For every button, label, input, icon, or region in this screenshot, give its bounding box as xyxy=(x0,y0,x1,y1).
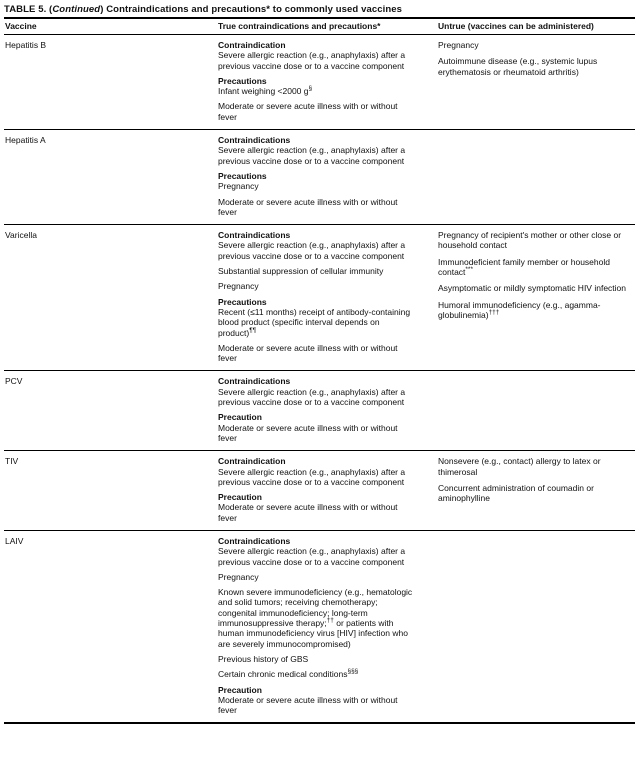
table-row xyxy=(4,35,635,130)
true-contraindications-cell xyxy=(217,40,437,127)
contraindication-block xyxy=(218,101,414,122)
footnote-marker: †† xyxy=(326,617,334,625)
block-text: Known severe immunodeficiency (e.g., hematologic and solid tumors; receiving chemotherapy; congenital immunodeficiency; long-term immunosuppressive therapy;†† or patients with human immunodeficiency virus [HIV] infection who are severely immunocompromised) xyxy=(218,587,413,649)
contraindication-block xyxy=(218,536,414,567)
footnote-marker: §§§ xyxy=(347,668,359,676)
contraindication-block xyxy=(218,230,414,261)
vaccine-name: LAIV xyxy=(5,535,24,546)
contraindication-block xyxy=(218,456,414,487)
block-heading: Contraindication xyxy=(218,456,286,467)
untrue-item: Pregnancy of recipient's mother or other close or household contact xyxy=(438,230,622,251)
untrue-item: Immunodeficient family member or household contact*** xyxy=(438,256,610,278)
vaccine-name-cell xyxy=(4,40,217,127)
block-heading: Contraindications xyxy=(218,535,291,546)
vaccine-name-cell xyxy=(4,376,217,448)
vaccine-table xyxy=(4,17,635,724)
contraindication-block xyxy=(218,297,414,338)
column-header-vaccine: Vaccine xyxy=(5,21,37,31)
true-contraindications-cell xyxy=(217,376,437,448)
footnote-marker: ¶¶ xyxy=(249,326,257,334)
footnote-marker: § xyxy=(308,85,313,93)
block-heading: Contraindication xyxy=(218,40,286,50)
block-heading: Precaution xyxy=(218,492,262,503)
contraindication-block xyxy=(218,171,414,192)
untrue-conditions-cell xyxy=(437,135,635,222)
block-text: Certain chronic medical conditions§§§ xyxy=(218,668,359,680)
block-heading: Precaution xyxy=(218,412,262,423)
vaccine-name-cell xyxy=(4,536,217,720)
block-text: Severe allergic reaction (e.g., anaphylaxis) after a previous vaccine dose or to a vaccine component xyxy=(218,240,406,261)
untrue-item: Humoral immunodeficiency (e.g., agamma-globulinemia)††† xyxy=(438,299,601,320)
table-body xyxy=(4,35,635,722)
contraindication-block xyxy=(218,587,414,649)
block-text: Pregnancy xyxy=(218,181,259,192)
block-text: Severe allergic reaction (e.g., anaphylaxis) after a previous vaccine dose or to a vaccine component xyxy=(218,145,406,166)
table-title-prefix: TABLE 5. ( xyxy=(4,4,53,15)
block-heading: Precautions xyxy=(218,170,267,181)
block-text: Moderate or severe acute illness with or without fever xyxy=(218,101,398,122)
table-title-suffix: ) Contraindications and precautions* to commonly used vaccines xyxy=(100,4,403,15)
contraindication-block xyxy=(218,76,414,97)
block-text: Infant weighing <2000 g§ xyxy=(218,85,313,97)
contraindication-block xyxy=(218,685,414,716)
vaccine-name-cell xyxy=(4,230,217,368)
contraindication-block xyxy=(218,669,414,679)
true-contraindications-cell xyxy=(217,456,437,528)
block-text: Severe allergic reaction (e.g., anaphylaxis) after a previous vaccine dose or to a vaccine component xyxy=(218,50,406,71)
block-heading: Precautions xyxy=(218,75,267,86)
contraindication-block xyxy=(218,266,414,276)
contraindication-block xyxy=(218,40,414,71)
block-text: Moderate or severe acute illness with or without fever xyxy=(218,694,398,716)
contraindication-block xyxy=(218,197,414,218)
block-text: Severe allergic reaction (e.g., anaphylaxis) after a previous vaccine dose or to a vaccine component xyxy=(218,386,406,408)
table-row xyxy=(4,130,635,225)
vaccine-name: Varicella xyxy=(5,230,37,241)
untrue-item: Autoimmune disease (e.g., systemic lupus erythematosis or rheumatoid arthritis) xyxy=(438,56,598,77)
block-heading: Contraindications xyxy=(218,135,291,146)
contraindication-block xyxy=(218,492,414,523)
true-contraindications-cell xyxy=(217,230,437,368)
untrue-conditions-cell xyxy=(437,536,635,720)
untrue-item: Concurrent administration of coumadin or aminophylline xyxy=(438,482,594,504)
block-text: Moderate or severe acute illness with or without fever xyxy=(218,196,398,217)
contraindication-block xyxy=(218,572,414,582)
block-text: Previous history of GBS xyxy=(218,653,309,664)
block-heading: Contraindications xyxy=(218,376,291,387)
vaccine-name-cell xyxy=(4,135,217,222)
table-title xyxy=(4,3,635,17)
block-heading: Precautions xyxy=(218,296,267,307)
vaccine-name: TIV xyxy=(5,456,19,467)
true-contraindications-cell xyxy=(217,135,437,222)
block-heading: Contraindications xyxy=(218,230,291,241)
block-text: Severe allergic reaction (e.g., anaphylaxis) after a previous vaccine dose or to a vaccine component xyxy=(218,466,406,487)
column-header-true-contraindications: True contraindications and precautions* xyxy=(218,21,381,31)
block-text: Substantial suppression of cellular immunity xyxy=(218,266,384,277)
block-text: Severe allergic reaction (e.g., anaphylaxis) after a previous vaccine dose or to a vaccine component xyxy=(218,546,406,567)
vaccine-name: Hepatitis B xyxy=(5,40,47,50)
block-text: Pregnancy xyxy=(218,281,259,292)
footnote-marker: *** xyxy=(465,266,473,274)
table-header-row xyxy=(4,19,635,35)
untrue-conditions-cell xyxy=(437,376,635,448)
untrue-item: Nonsevere (e.g., contact) allergy to latex or thimerosal xyxy=(438,456,601,477)
vaccine-name: Hepatitis A xyxy=(5,135,46,146)
vaccine-name-cell xyxy=(4,456,217,528)
contraindication-block xyxy=(218,412,414,443)
vaccine-name: PCV xyxy=(5,376,23,387)
untrue-conditions-cell xyxy=(437,40,635,127)
contraindication-block xyxy=(218,376,414,407)
table-row xyxy=(4,451,635,531)
block-text: Moderate or severe acute illness with or without fever xyxy=(218,502,398,523)
true-contraindications-cell xyxy=(217,536,437,720)
untrue-item: Asymptomatic or mildly symptomatic HIV infection xyxy=(438,283,626,294)
column-header-untrue: Untrue (vaccines can be administered) xyxy=(438,21,594,31)
contraindication-block xyxy=(218,135,414,166)
untrue-item: Pregnancy xyxy=(438,40,479,50)
block-text: Recent (≤11 months) receipt of antibody-containing blood product (specific interval depends on product)¶¶ xyxy=(218,306,411,338)
table-title-continued: Continued xyxy=(52,4,101,15)
contraindication-block xyxy=(218,281,414,291)
table-row xyxy=(4,371,635,451)
block-text: Moderate or severe acute illness with or without fever xyxy=(218,422,398,443)
block-text: Pregnancy xyxy=(218,571,259,582)
contraindication-block xyxy=(218,343,414,364)
contraindication-block xyxy=(218,654,414,664)
untrue-conditions-cell xyxy=(437,456,635,528)
block-heading: Precaution xyxy=(218,684,262,695)
block-text: Moderate or severe acute illness with or without fever xyxy=(218,342,398,364)
table-row xyxy=(4,225,635,371)
footnote-marker: ††† xyxy=(488,308,500,316)
table-row xyxy=(4,531,635,722)
untrue-conditions-cell xyxy=(437,230,635,368)
